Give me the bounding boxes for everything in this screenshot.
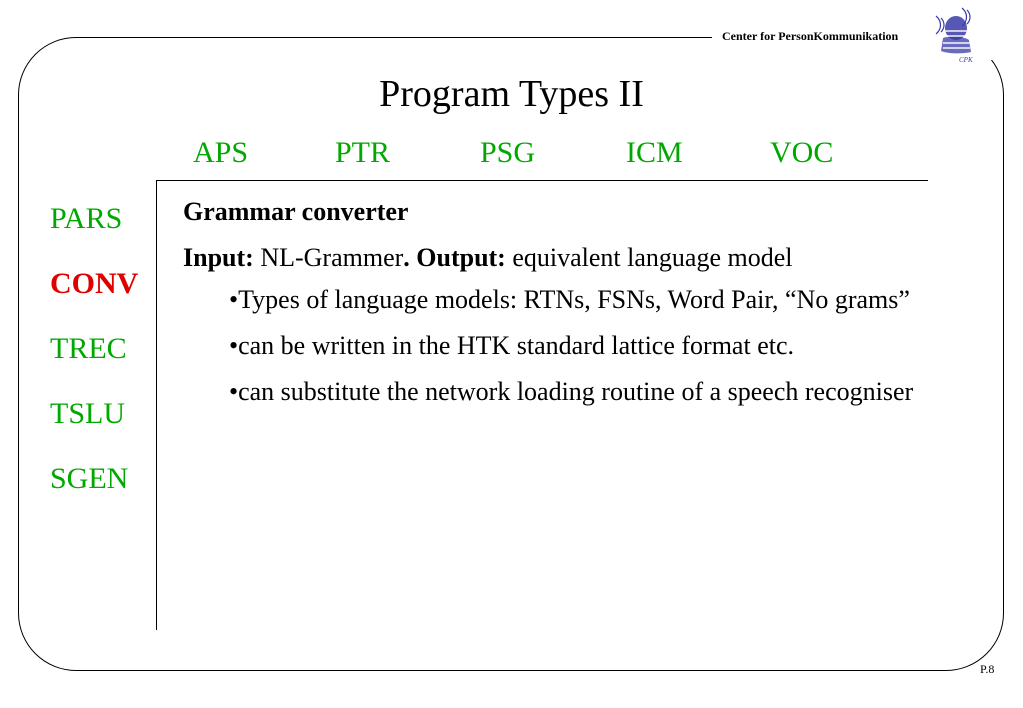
- sidebar-item-trec: TREC: [50, 332, 127, 365]
- logo-text: CPK: [959, 56, 973, 64]
- sidebar-item-sgen: SGEN: [50, 462, 129, 495]
- program-type-voc: VOC: [770, 136, 834, 169]
- organization-label: Center for PersonKommunikation: [722, 29, 899, 43]
- input-value: NL-Grammer: [253, 243, 404, 272]
- program-type-aps: APS: [193, 136, 249, 169]
- table-horizontal-rule: [156, 180, 928, 181]
- sidebar-item-conv: CONV: [50, 267, 139, 300]
- io-description: [183, 242, 928, 274]
- input-label: Input:: [183, 243, 254, 272]
- output-value: equivalent language model: [505, 243, 793, 272]
- sidebar-item-pars: PARS: [50, 202, 123, 235]
- table-vertical-rule: [156, 180, 157, 630]
- cpk-logo: [921, 6, 985, 66]
- output-label: . Output:: [403, 243, 506, 272]
- bullet-item: •can substitute the network loading routine of a speech recogniser: [229, 377, 914, 406]
- program-type-psg: PSG: [480, 136, 536, 169]
- sidebar-item-tslu: TSLU: [50, 397, 125, 430]
- program-type-ptr: PTR: [335, 136, 391, 169]
- bullet-item: •Types of language models: RTNs, FSNs, Word Pair, “No grams”: [229, 285, 910, 314]
- bullet-item: •can be written in the HTK standard lattice format etc.: [229, 331, 794, 360]
- content-panel: [183, 196, 928, 422]
- page-title: Program Types II: [379, 73, 644, 115]
- section-heading: Grammar converter: [183, 197, 409, 226]
- sound-wave-icon: [941, 18, 944, 32]
- page-number: P.8: [980, 662, 995, 676]
- program-type-icm: ICM: [626, 136, 683, 169]
